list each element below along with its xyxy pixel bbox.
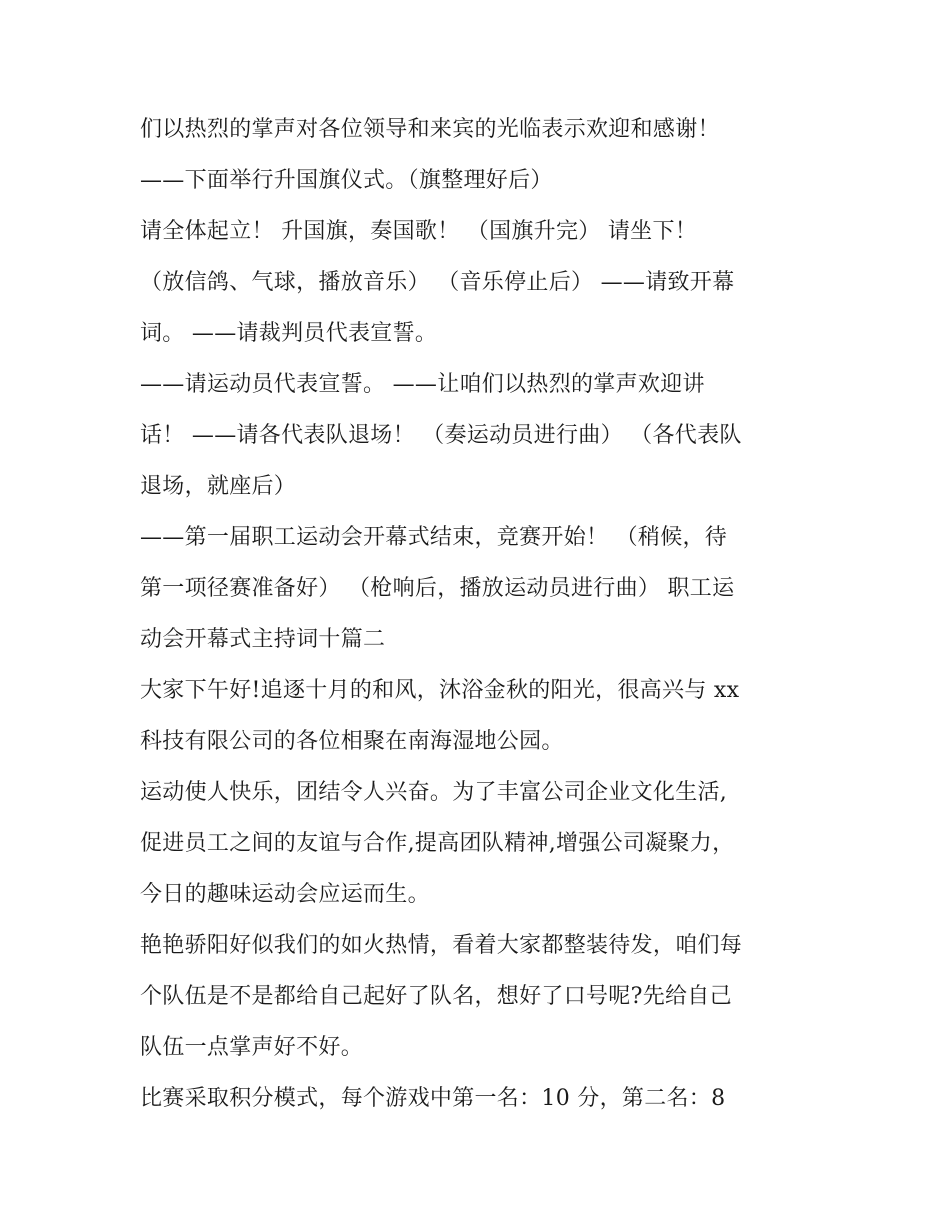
text-line: 第一项径赛准备好） （枪响后，播放运动员进行曲） 职工运 (140, 576, 735, 601)
text-line: 比赛采取积分模式，每个游戏中第一名：10 分，第二名：8 (140, 1086, 726, 1111)
text-line: （放信鸽、气球，播放音乐） （音乐停止后） ——请致开幕 (140, 270, 735, 295)
text-line: 退场，就座后） (140, 474, 297, 499)
text-line: 话！ ——请各代表队退场！ （奏运动员进行曲） （各代表队 (140, 423, 742, 448)
text-line: 艳艳骄阳好似我们的如火热情，看着大家都整装待发，咱们每 (140, 933, 743, 958)
text-line: 队伍一点掌声好不好。 (140, 1035, 364, 1060)
text-line: 运动使人快乐，团结令人兴奋。为了丰富公司企业文化生活, (140, 780, 728, 805)
text-line: 促进员工之间的友谊与合作,提高团队精神,增强公司凝聚力， (140, 831, 735, 856)
text-line: ——请运动员代表宣誓。 ——让咱们以热烈的掌声欢迎讲 (140, 372, 705, 397)
text-line: 大家下午好!追逐十月的和风，沐浴金秋的阳光，很高兴与 xx (140, 678, 740, 703)
text-line: 科技有限公司的各位相聚在南海湿地公园。 (140, 729, 564, 754)
text-line: 词。 ——请裁判员代表宣誓。 (140, 321, 438, 346)
text-line: 今日的趣味运动会应运而生。 (140, 882, 430, 907)
text-line: 个队伍是不是都给自己起好了队名，想好了口号呢?先给自己 (140, 984, 732, 1009)
text-line: ——第一届职工运动会开幕式结束，竞赛开始！ （稍候，待 (140, 525, 728, 550)
text-line: 们以热烈的掌声对各位领导和来宾的光临表示欢迎和感谢！ (140, 117, 720, 142)
text-line: 请全体起立！ 升国旗，奏国歌！ （国旗升完） 请坐下！ (140, 219, 698, 244)
text-line: ——下面举行升国旗仪式。（旗整理好后） (140, 168, 553, 193)
section-title: 动会开幕式主持词十篇二 (140, 627, 386, 652)
